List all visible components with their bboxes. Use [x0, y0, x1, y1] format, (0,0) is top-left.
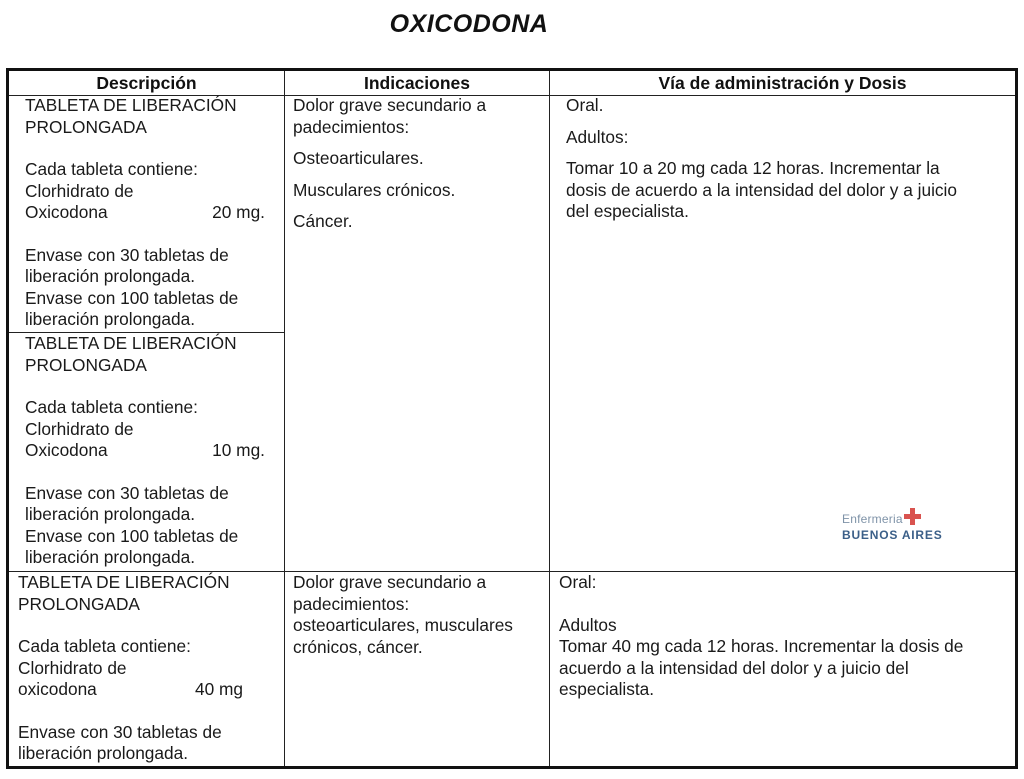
dosage-text: Tomar 40 mg cada 12 horas. Incrementar la dosis de: [559, 636, 964, 656]
presentation-title: PROLONGADA: [25, 354, 147, 375]
dosage-text: Tomar 10 a 20 mg cada 12 horas. Incrementar la: [566, 158, 940, 178]
drug-name: oxicodona: [18, 679, 97, 699]
description-cell-40mg: [18, 572, 243, 765]
package-description: Envase con 30 tabletas de: [18, 721, 222, 742]
presentation-title: TABLETA DE LIBERACIÓN: [25, 95, 237, 115]
contents-label: Cada tableta contiene:: [25, 397, 198, 417]
header-indicaciones: Indicaciones: [363, 73, 470, 93]
contents-label: Cada tableta contiene:: [18, 636, 191, 656]
indication-text: Dolor grave secundario a: [293, 95, 487, 115]
column-divider: [284, 71, 285, 766]
dosage-text: del especialista.: [566, 201, 689, 221]
package-description: liberación prolongada.: [25, 309, 196, 329]
dosage-text: dosis de acuerdo a la intensidad del dolor y a juicio: [566, 179, 957, 200]
presentation-title: TABLETA DE LIBERACIÓN: [25, 333, 237, 353]
package-description: liberación prolongada.: [25, 504, 196, 524]
dose-value: 20 mg.: [212, 202, 265, 222]
population-label: Adultos: [559, 614, 617, 635]
package-description: Envase con 30 tabletas de: [25, 244, 229, 265]
presentation-title: PROLONGADA: [25, 116, 147, 137]
dosage-text: acuerdo a la intensidad del dolor y a juicio del: [559, 657, 909, 678]
indication-item: Musculares crónicos.: [293, 179, 456, 200]
presentation-title: PROLONGADA: [18, 593, 140, 614]
header-descripcion: Descripción: [96, 73, 197, 93]
description-cell-10mg: [25, 333, 265, 569]
dosage-cell-row2: [559, 572, 1009, 701]
route-text: Oral:: [559, 572, 597, 592]
indication-text: padecimientos:: [293, 116, 410, 137]
indications-cell-row1: [293, 95, 543, 233]
package-description: Envase con 30 tabletas de: [25, 482, 229, 503]
drug-name: Clorhidrato de: [25, 418, 134, 439]
presentation-title: TABLETA DE LIBERACIÓN: [18, 572, 230, 592]
package-description: liberación prolongada.: [18, 743, 189, 763]
medication-table: [6, 68, 1018, 769]
enfermeria-buenos-aires-logo: [842, 507, 952, 547]
indication-text: crónicos, cáncer.: [293, 636, 423, 657]
column-divider: [549, 71, 550, 766]
drug-name: Clorhidrato de: [25, 180, 134, 201]
indication-item: Cáncer.: [293, 211, 353, 231]
package-description: Envase con 100 tabletas de: [25, 525, 239, 546]
indication-text: osteoarticulares, musculares: [293, 615, 513, 635]
indication-text: padecimientos:: [293, 593, 410, 614]
package-description: liberación prolongada.: [25, 547, 196, 567]
population-label: Adultos:: [566, 126, 629, 147]
header-via-dosis: Vía de administración y Dosis: [658, 73, 907, 93]
drug-name: Oxicodona: [25, 440, 108, 460]
medical-cross-icon: [903, 507, 922, 526]
drug-name: Oxicodona: [25, 202, 108, 222]
logo-text-bottom: BUENOS AIRES: [842, 528, 943, 542]
route-text: Oral.: [566, 95, 604, 115]
dosage-cell-row1: [566, 95, 1006, 223]
package-description: liberación prolongada.: [25, 266, 196, 286]
document-title: OXICODONA: [389, 10, 549, 38]
description-cell-20mg: [25, 95, 265, 331]
indication-item: Osteoarticulares.: [293, 148, 424, 168]
contents-label: Cada tableta contiene:: [25, 159, 198, 179]
logo-text-top: Enfermeria: [842, 512, 903, 526]
dose-value: 10 mg.: [212, 440, 265, 460]
dose-value: 40 mg: [194, 679, 243, 699]
drug-name: Clorhidrato de: [18, 657, 127, 678]
dosage-text: especialista.: [559, 679, 655, 699]
package-description: Envase con 100 tabletas de: [25, 287, 239, 308]
indications-cell-row2: [293, 572, 545, 658]
indication-text: Dolor grave secundario a: [293, 572, 487, 592]
